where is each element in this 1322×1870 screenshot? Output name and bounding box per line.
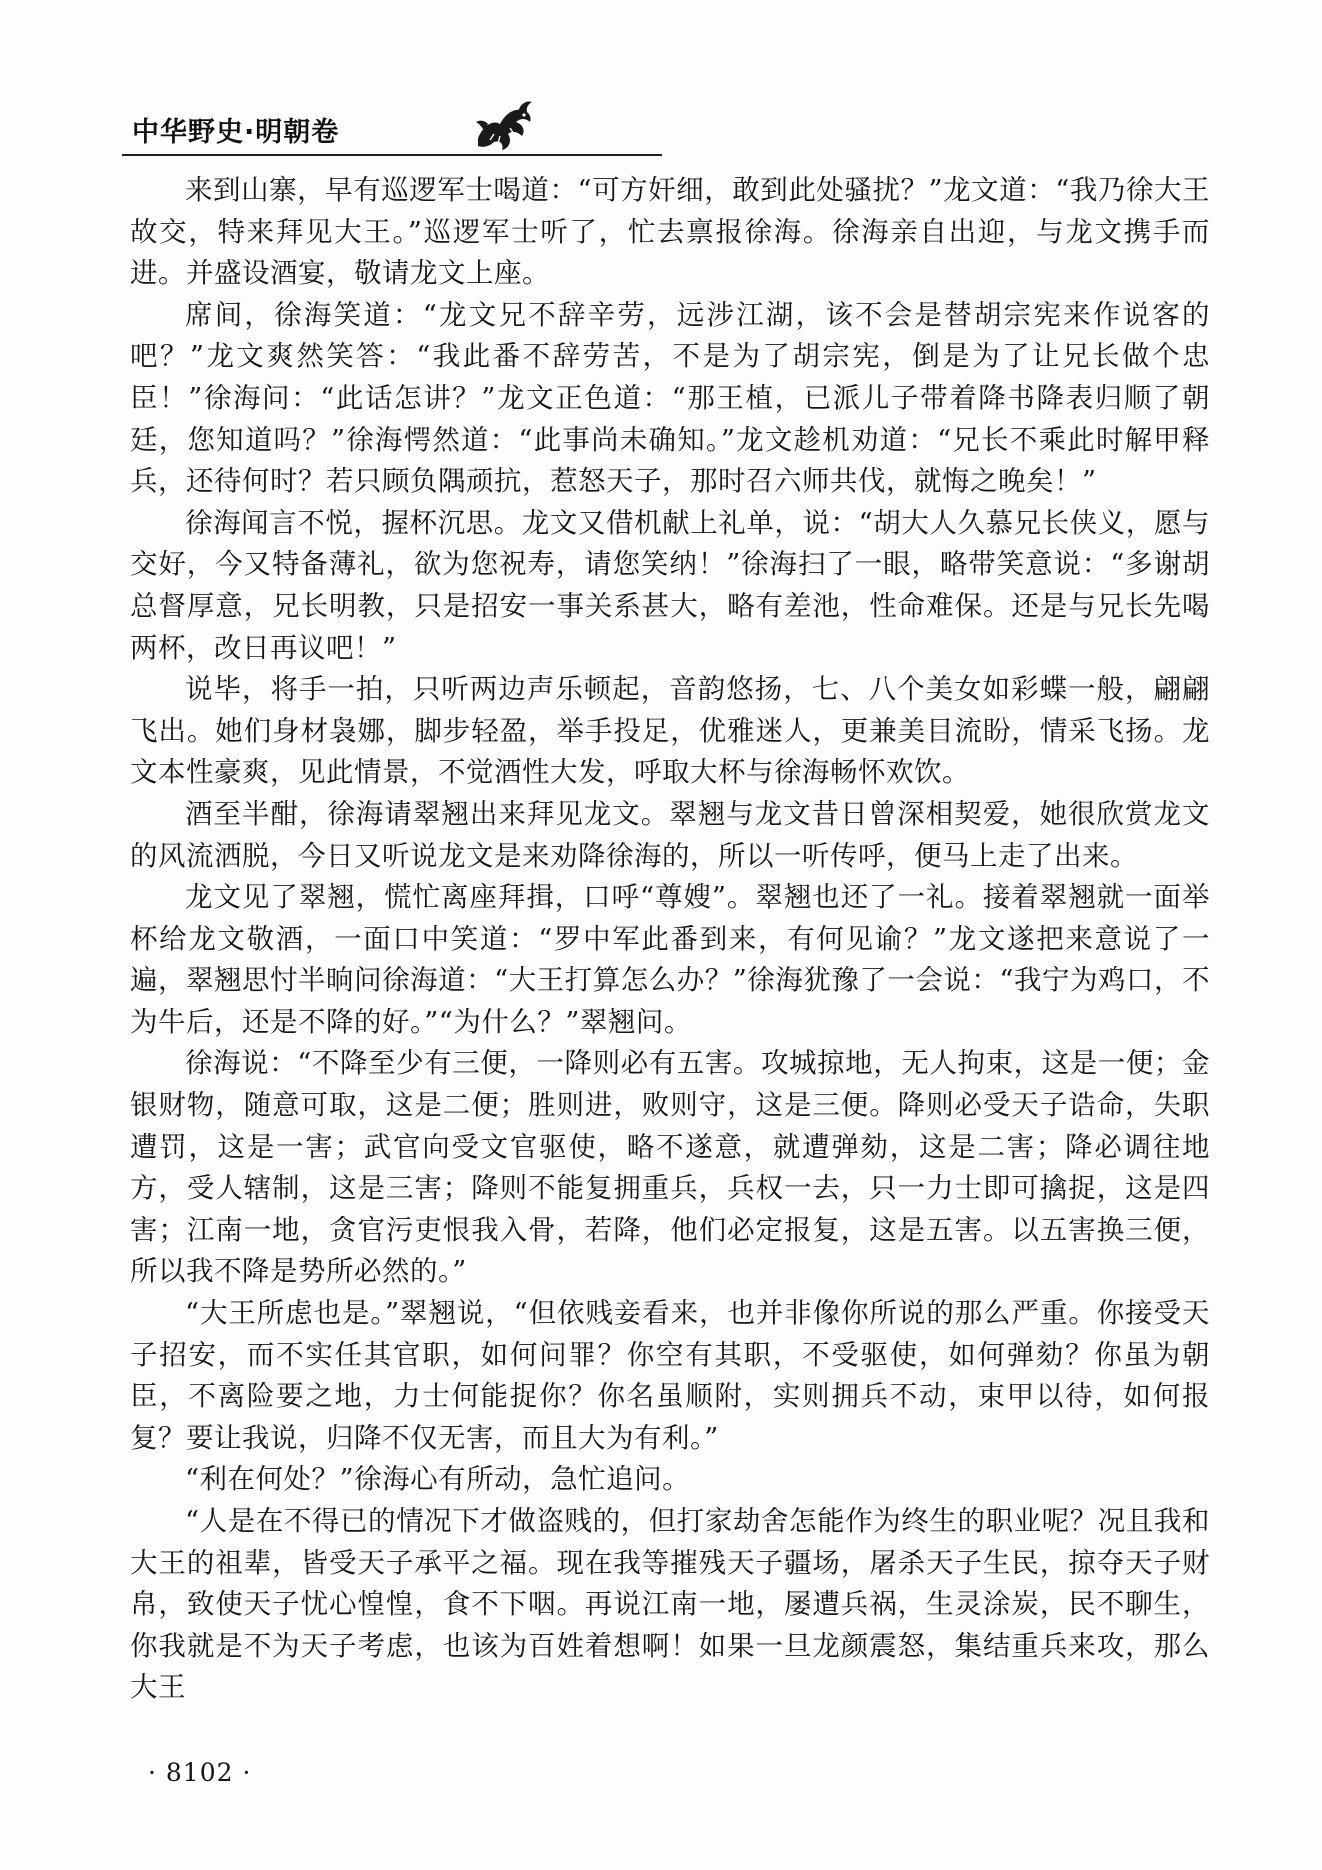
header-rule (122, 154, 662, 156)
paragraph: “利在何处？”徐海心有所动，急忙追问。 (185, 1463, 691, 1496)
paragraph: 徐海闻言不悦，握杯沉思。龙文又借机献上礼单，说：“胡大人久慕兄长侠义，愿与交好，今又特备薄礼，欲为您祝寿，请您笑纳！”徐海扫了一眼，略带笑意说：“多谢胡总督厚意，兄长明教，只是招安一事关系甚大，略有差池，性命难保。还是与兄长先喝两杯，改日再议吧！” (130, 506, 1210, 664)
article-body (130, 170, 1210, 1709)
paragraph: 徐海说：“不降至少有三便，一降则必有五害。攻城掠地，无人拘束，这是一便；金银财物，随意可取，这是二便；胜则进，败则守，这是三便。降则必受天子诰命，失职遭罚，这是一害；武官向受文官驱使，略不遂意，就遭弹劾，这是二害；降必调往地方，受人辖制，这是三害；降则不能复拥重兵，兵权一去，只一力士即可擒捉，这是四害；江南一地，贪官污吏恨我入骨，若降，他们必定报复，这是五害。以五害换三便，所以我不降是势所必然的。” (130, 1047, 1210, 1288)
dragon-icon (470, 94, 540, 156)
book-title: 中华野史·明朝卷 (132, 117, 340, 148)
paragraph: “人是在不得已的情况下才做盗贱的，但打家劫舍怎能作为终生的职业呢？况且我和大王的祖辈，皆受天子承平之福。现在我等摧残天子疆场，屠杀天子生民，掠夺天子财帛，致使天子忧心惶惶，食不下咽。再说江南一地，屡遭兵祸，生灵涂炭，民不聊生，你我就是不为天子考虑，也该为百姓着想啊！如果一旦龙颜震怒，集结重兵来攻，那么大王 (130, 1505, 1210, 1704)
paragraph: 说毕，将手一拍，只听两边声乐顿起，音韵悠扬，七、八个美女如彩蝶一般，翩翩飞出。她们身材袅娜，脚步轻盈，举手投足，优雅迷人，更兼美目流盼，情采飞扬。龙文本性豪爽，见此情景，不觉酒性大发，呼取大杯与徐海畅怀欢饮。 (130, 673, 1210, 789)
paragraph: 龙文见了翠翘，慌忙离座拜揖，口呼“尊嫂”。翠翘也还了一礼。接着翠翘就一面举杯给龙文敬酒，一面口中笑道：“罗中军此番到来，有何见谕？”龙文遂把来意说了一遍，翠翘思忖半晌问徐海道：“大王打算怎么办？”徐海犹豫了一会说：“我宁为鸡口，不为牛后，还是不降的好。”“为什么？”翠翘问。 (130, 881, 1210, 1038)
paragraph: “大王所虑也是。”翠翘说，“但依贱妾看来，也并非像你所说的那么严重。你接受天子招安，而不实任其官职，如何问罪？你空有其职，不受驱使，如何弹劾？你虽为朝臣，不离险要之地，力士何能捉你？你名虽顺附，实则拥兵不动，束甲以待，如何报复？要让我说，归降不仅无害，而且大为有利。” (130, 1297, 1210, 1454)
paragraph: 酒至半酣，徐海请翠翘出来拜见龙文。翠翘与龙文昔日曾深相契爱，她很欣赏龙文的风流洒脱，今日又听说龙文是来劝降徐海的，所以一听传呼，便马上走了出来。 (130, 797, 1210, 872)
page-number: · 8102 · (148, 1758, 252, 1787)
paragraph: 来到山寨，早有巡逻军士喝道：“可方奸细，敢到此处骚扰？”龙文道：“我乃徐大王故交，特来拜见大王。”巡逻军士听了，忙去禀报徐海。徐海亲自出迎，与龙文携手而进。并盛设酒宴，敬请龙文上座。 (130, 174, 1210, 290)
running-header (122, 100, 1212, 158)
paragraph: 席间，徐海笑道：“龙文兄不辞辛劳，远涉江湖，该不会是替胡宗宪来作说客的吧？”龙文爽然笑答：“我此番不辞劳苦，不是为了胡宗宪，倒是为了让兄长做个忠臣！”徐海问：“此话怎讲？”龙文正色道：“那王植，已派儿子带着降书降表归顺了朝廷，您知道吗？”徐海愕然道：“此事尚未确知。”龙文趁机劝道：“兄长不乘此时解甲释兵，还待何时？若只顾负隅顽抗，惹怒天子，那时召六师共伐，就悔之晚矣！” (130, 298, 1210, 498)
